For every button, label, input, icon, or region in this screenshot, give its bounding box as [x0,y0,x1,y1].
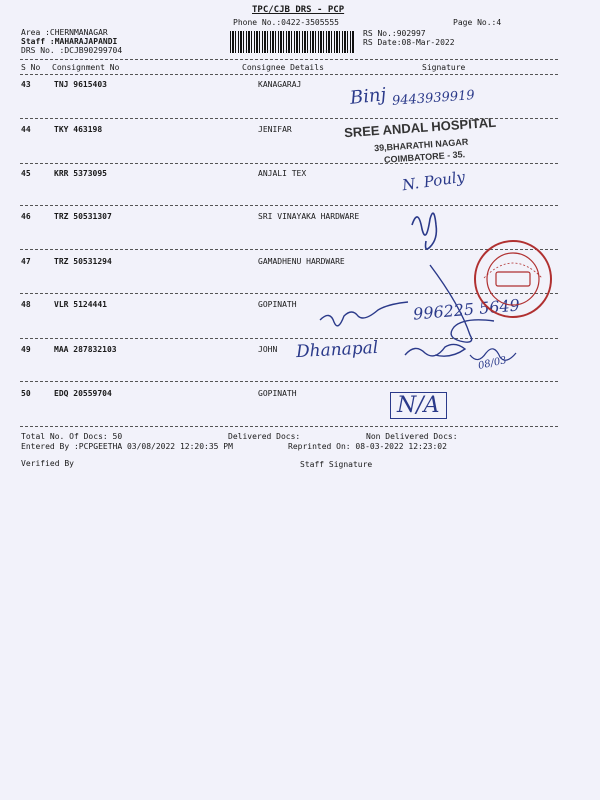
signature-scribble [470,349,516,360]
divider [20,163,558,164]
rs-number: RS No.:902997 [363,29,426,38]
row-consignee: SRI VINAYAKA HARDWARE [258,212,360,221]
stamp-hospital-name: SREE ANDAL HOSPITAL [343,114,497,141]
handwritten-signature: Dhanapal [295,337,379,363]
handwritten-phone: 996225 5649 [412,295,521,324]
staff-label: Staff :MAHARAJAPANDI [21,37,118,46]
signature-scribble [320,302,408,326]
table-row [0,80,600,94]
row-consignee: GOPINATH [258,389,297,398]
divider [20,74,558,75]
row-consignment: EDQ 20559704 [54,389,112,398]
handwritten-phone: 9443939919 [391,88,476,109]
row-sno: 43 [21,80,31,89]
signature-scribble [405,344,465,356]
verified-by: Verified By [21,459,74,468]
barcode [230,31,354,53]
phone-number: Phone No.:0422-3505555 [233,18,339,27]
column-header-consignee: Consignee Details [242,63,324,72]
handwritten-na-mark: N/A [390,392,447,419]
row-sno: 46 [21,212,31,221]
row-consignment: KRR 5373095 [54,169,107,178]
row-consignment: VLR 5124441 [54,300,107,309]
row-consignment: TRZ 50531294 [54,257,112,266]
table-row [0,169,600,183]
delivered-docs: Delivered Docs: [228,432,301,441]
row-consignee: JOHN [258,345,278,354]
row-consignment: TKY 463198 [54,125,103,134]
row-consignee: ANJALI TEX [258,169,307,178]
stamp-city-line: COIMBATORE - 35. [383,149,466,165]
divider [20,426,558,427]
handwritten-date-note: 08/03 [477,355,508,372]
row-sno: 50 [21,389,31,398]
row-consignee: KANAGARAJ [258,80,302,89]
stamp-address-line: 39,BHARATHI NAGAR [373,136,469,154]
table-row [0,125,600,139]
handwritten-signature: N. Pouly [401,167,467,195]
row-consignment: TRZ 50531307 [54,212,112,221]
column-header-sno: S No [21,63,41,72]
reprinted-on: Reprinted On: 08-03-2022 12:23:02 [288,442,447,451]
row-consignee: GAMADHENU HARDWARE [258,257,345,266]
non-delivered-docs: Non Delivered Docs: [366,432,458,441]
row-sno: 49 [21,345,31,354]
total-docs: Total No. Of Docs: 50 [21,432,123,441]
row-consignee: GOPINATH [258,300,297,309]
row-sno: 45 [21,169,31,178]
handwritten-signature: Binj [349,84,388,109]
round-seal-icon [472,238,554,320]
row-consignment: MAA 287832103 [54,345,117,354]
rs-date: RS Date:08-Mar-2022 [363,38,455,47]
page-number: Page No.:4 [453,18,502,27]
document-title: TPC/CJB DRS - PCP [252,5,345,15]
row-consignment: TNJ 9615403 [54,80,107,89]
divider [20,59,558,60]
drs-number: DRS No. :DCJB90299704 [21,46,123,55]
column-header-consignment: Consignment No [52,63,120,72]
row-sno: 48 [21,300,31,309]
row-sno: 47 [21,257,31,266]
area-label: Area :CHERNMANAGAR [21,28,108,37]
column-header-signature: Signature [422,63,466,72]
staff-signature-label: Staff Signature [300,460,373,469]
entered-by: Entered By :PCPGEETHA 03/08/2022 12:20:35 PM [21,442,233,451]
row-consignee: JENIFAR [258,125,292,134]
row-sno: 44 [21,125,31,134]
signature-scribble [412,213,436,249]
